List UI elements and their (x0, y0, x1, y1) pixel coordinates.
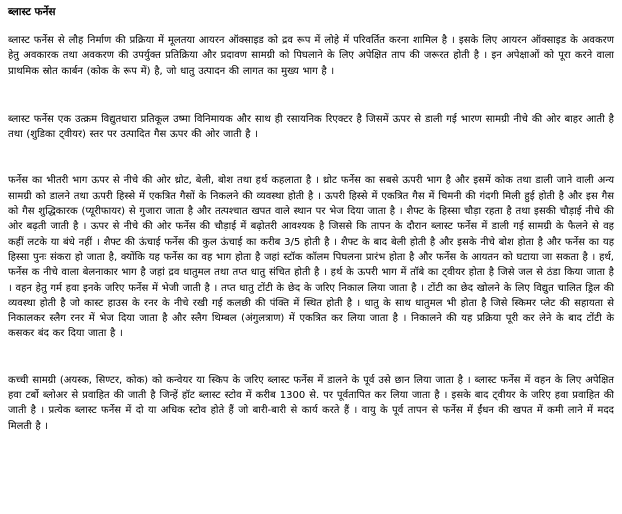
paragraph-iron-making: ब्लास्ट फर्नेस से लौह निर्माण की प्रक्रिया में मूलतया आयरन ऑक्साइड को द्रव रूप में लोहे में परिवर्तित करना शामिल है । इसके लिए आयरन ऑक्साइड के अवकरण हेतु अवकारक तथा अवकरण की उपर्युक्त प्रतिक्रिया और प्रदावण सामग्री को पिघलाने के लिए अपेक्षित ताप की जरूरत होती है । इन अपेक्षाओं को पूरा करने वाला प्राथमिक स्रोत कार्बन (कोक के रूप में) है, जो धातु उत्पादन की लागत का मुख्य भाग है । (8, 35, 614, 77)
paragraph-furnace-interior: फर्नेस का भीतरी भाग ऊपर से नीचे की ओर थ्रोट, बेली, बोश तथा हर्थ कहलाता है । थ्रोट फर्नेस का सबसे ऊपरी भाग है और इसमें कोक तथा डाली जाने वाली अन्य सामग्री को डालने तथा ऊपरी हिस्से में एकत्रित गैसों के निकलने की व्यवस्था होती है । ऊपरी हिस्से में एकत्रित गैस में चिमनी की गंदगी मिली हुई होती है और इस गैस को गैस शुद्धिकारक (प्यूरीफायर) से गुजारा जाता है और तत्पश्चात खपत वाले स्थान पर भेज दिया जाता है । शैफ्ट के हिस्सा चौड़ा रहता है तथा इसकी चौड़ाई नीचे की ओर बढ़ती जाती है । ऊपर से नीचे की ओर फर्नेस की चौड़ाई में बढ़ोतरी आवश्यक है जिससे कि तापन के दौरान ब्लास्ट फर्नेस में डाली गई सामग्री के फैलने से वह कहीं लटके या बंधे नहीं । शैफ्ट की ऊंचाई फर्नेस की कुल ऊंचाई का करीब 3/5 होती है । शैफ्ट के बाद बेली होती है और इसके नीचे बोश होता है और फर्नेस का यह हिस्सा पुनः संकरा हो जाता है, क्योंकि यह फर्नेस का वह भाग होता है जहां स्टॉक कॉलम पिघलना प्रारंभ होता है और फर्नेस के आयतन को घटाया जा सकता है । हर्थ, फर्नेस क नीचे वाला बेलनाकार भाग है जहां द्रव धातुमल तथा तप्त धातु संचित होती है । हर्थ के ऊपरी भाग में तॉबे का ट्वीयर होता है जिसे जल से ठंडा किया जाता है । वहन हेतु गर्म हवा इनके जरिए फर्नेस में भेजी जाती है । तप्त धातु टोंटी के छेद के जरिए निकाल लिया जाता है । टोंटी का छेद खोलने के लिए विद्युत चालित ड्रिल की व्यवस्था होती है जो कास्ट हाउस के रनर के नीचे रखी गई कलछी की पंक्ति में स्थित होती है । धातु के साथ धातुमल भी होता है जिसे स्किमर प्लेट की सहायता से निकालकर स्लैग रनर में भेज दिया जाता है और स्लैग थिम्बल (अंगुलत्राण) में एकत्रित कर लिया जाता है । निकालने की यह प्रक्रिया पूरी कर लेने के बाद टोंटी के कसकर बंद कर दिया जाता है । (8, 175, 614, 340)
document-title: ब्लास्ट फर्नेस (8, 6, 56, 18)
paragraph-raw-materials: कच्ची सामग्री (अयस्क, सिण्टर, कोक) को कन्वेयर या स्किप के जरिए ब्लास्ट फर्नेस में डालने के पूर्व उसे छान लिया जाता है । ब्लास्ट फर्नेस में वहन के लिए अपेक्षित हवा टर्बो ब्लोअर से प्रवाहित की जाती है जिन्हें हॉट ब्लास्ट स्टोव में करीब 1300 से. पर पूर्वतापित कर लिया जाता है । इसके बाद ट्वीयर के जरिए हवा प्रवाहित की जाती है । प्रत्येक ब्लास्ट फर्नेस में दो या अधिक स्टोव होते हैं जो बारी-बारी से कार्य करते हैं । वायु के पूर्व तापन से फर्नेस में ईंधन की खपत में कमी लाने में मदद मिलती है । (8, 374, 614, 432)
paragraph-heat-exchanger: ब्लास्ट फर्नेस एक उत्क्रम विद्युतधारा प्रतिकूल उष्मा विनिमायक और साथ ही रसायनिक रिएक्टर है जिसमें ऊपर से डाली गई भारण सामग्री नीचे की ओर बाहर आती है तथा (शुडिका ट्वीयर) स्तर पर उत्पादित गैस ऊपर की ओर जाती है । (8, 113, 614, 141)
